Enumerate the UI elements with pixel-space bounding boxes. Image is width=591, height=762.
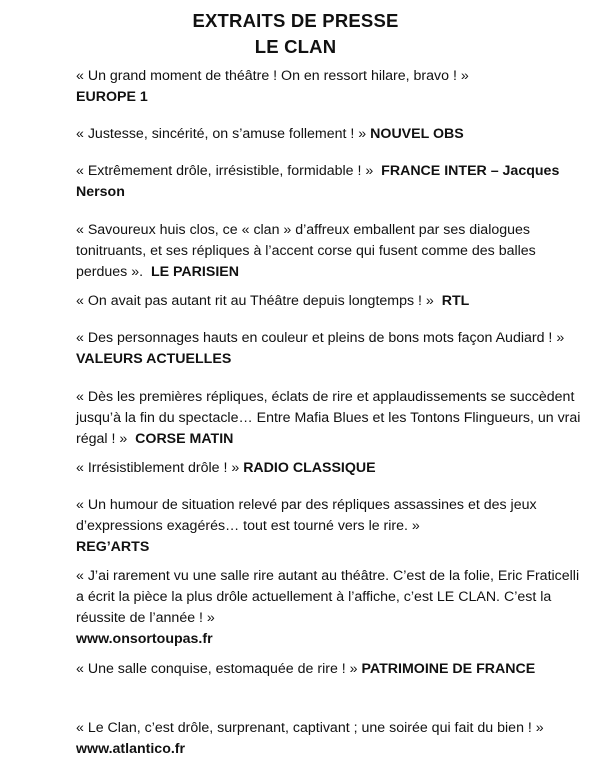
page-subtitle: LE CLAN (254, 36, 337, 57)
press-quote (76, 387, 581, 450)
quote-text: « Des personnages hauts en couleur et pleins de bons mots façon Audiard ! » (76, 330, 565, 346)
quote-source: RTL (441, 293, 470, 309)
quote-text: « J’ai rarement vu une salle rire autant au théâtre. C’est de la folie, Eric Fraticelli a écrit la pièce la plus drôle actuellement à l’affiche, c’est LE CLAN. C’est la réussite de l’année ! » (76, 568, 580, 626)
quote-source: RADIO CLASSIQUE (243, 460, 376, 476)
quote-source: LE PARISIEN (150, 264, 239, 280)
page-title: EXTRAITS DE PRESSE (192, 10, 399, 31)
press-quote (76, 66, 581, 108)
quote-text: « Irrésistiblement drôle ! » (76, 460, 240, 476)
press-quote (76, 659, 581, 680)
quote-source: FRANCE INTER – Jacques Nerson (76, 163, 560, 200)
press-quote (76, 161, 581, 203)
quote-text: « Un humour de situation relevé par des répliques assassines et des jeux d’expressions exagérés… tout est tourné vers le rire. » (76, 497, 537, 534)
press-quote (76, 291, 581, 312)
quote-source: EUROPE 1 (76, 89, 148, 105)
press-quote (76, 328, 581, 370)
press-quote (76, 458, 581, 479)
quote-text: « Un grand moment de théâtre ! On en ressort hilare, bravo ! » (76, 68, 469, 84)
quote-text: « Une salle conquise, estomaquée de rire ! » (76, 661, 358, 677)
quote-text: « Justesse, sincérité, on s’amuse follement ! » (76, 126, 367, 142)
quote-source-link[interactable]: www.onsortoupas.fr (76, 631, 213, 647)
quote-source: VALEURS ACTUELLES (76, 351, 232, 367)
quote-text: « Le Clan, c’est drôle, surprenant, captivant ; une soirée qui fait du bien ! » (76, 720, 544, 736)
quote-text: « Dès les premières répliques, éclats de rire et applaudissements se succèdent jusqu’à la fin du spectacle… Entre Mafia Blues et les Tontons Flingueurs, un vrai régal ! » (76, 389, 581, 447)
quote-text: « Extrêmement drôle, irrésistible, formidable ! » (76, 163, 374, 179)
quote-source: REG’ARTS (76, 539, 150, 555)
quote-source-link[interactable]: www.atlantico.fr (76, 741, 186, 757)
quote-source: NOUVEL OBS (370, 126, 464, 142)
press-quote (76, 220, 581, 283)
press-quote (76, 495, 581, 558)
quote-text: « Savoureux huis clos, ce « clan » d’affreux emballent par ses dialogues tonitruants, et ses répliques à l’accent corse qui fusent comme des balles perdues ». (76, 222, 536, 280)
quote-source: CORSE MATIN (135, 431, 234, 447)
quote-source: PATRIMOINE DE FRANCE (361, 661, 536, 677)
press-quote (76, 566, 581, 650)
press-quote (76, 124, 581, 145)
quote-text: « On avait pas autant rit au Théâtre depuis longtemps ! » (76, 293, 434, 309)
press-quote (76, 718, 581, 760)
